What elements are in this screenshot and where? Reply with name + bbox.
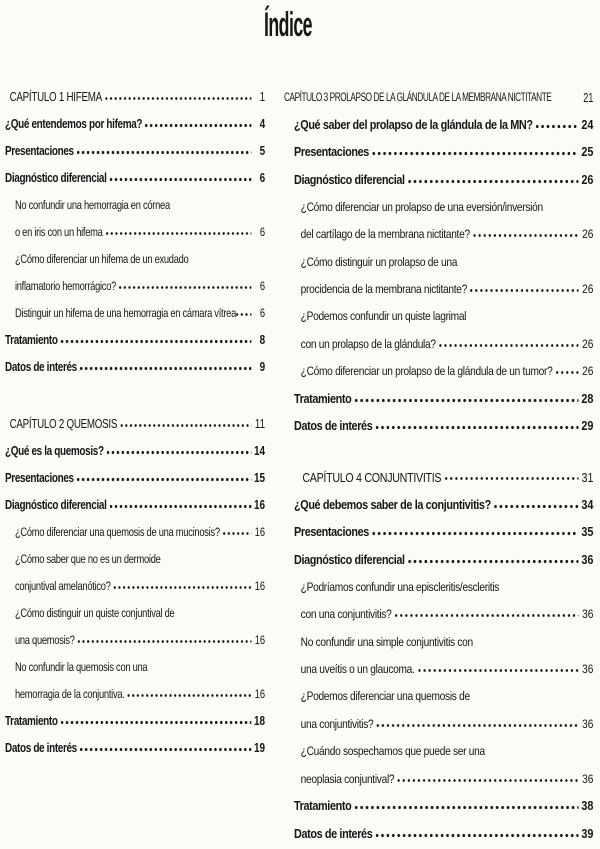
toc-row bbox=[284, 512, 593, 539]
toc-row bbox=[284, 77, 593, 104]
toc-entry-text: una conjuntivitis? bbox=[300, 716, 374, 731]
dot-leader bbox=[445, 476, 579, 481]
toc-row bbox=[284, 269, 593, 296]
page-number: 11 bbox=[254, 416, 266, 431]
toc-row bbox=[5, 404, 265, 431]
page-number: 35 bbox=[581, 524, 594, 540]
toc-row bbox=[5, 239, 265, 266]
toc-entry-text: ¿Podríamos confundir una episcleritis/escleritis bbox=[300, 579, 500, 594]
toc-entry-text: ¿Cómo distinguir un prolapso de una bbox=[300, 254, 458, 269]
toc-entry-text: o en iris con un hifema bbox=[14, 224, 103, 239]
toc-row bbox=[5, 131, 265, 158]
toc-row bbox=[284, 813, 593, 840]
toc-entry-text: Datos de interés bbox=[294, 418, 373, 434]
page-number: 29 bbox=[581, 418, 594, 434]
toc-row bbox=[5, 158, 265, 185]
toc-row bbox=[284, 758, 593, 785]
page-number: 6 bbox=[259, 224, 266, 239]
toc-row bbox=[5, 347, 265, 374]
toc-entry-text: Datos de interés bbox=[5, 358, 77, 374]
page-number: 38 bbox=[581, 798, 594, 814]
toc-row bbox=[284, 731, 593, 758]
toc-entry-text: No confundir la quemosis con una bbox=[14, 659, 148, 674]
toc-entry-text: inflamatorio hemorrágico? bbox=[14, 278, 117, 293]
dot-leader bbox=[105, 96, 251, 101]
toc-entry-text: ¿Cómo saber que no es un dermoide bbox=[14, 551, 161, 566]
page-number: 26 bbox=[582, 336, 594, 351]
toc-entry-text: Tratamiento bbox=[294, 390, 352, 406]
toc-entry-text: Distinguir un hifema de una hemorragia en cámara vítrea bbox=[14, 305, 237, 320]
toc-row bbox=[284, 567, 593, 594]
toc-row bbox=[5, 185, 265, 212]
dot-leader bbox=[128, 693, 252, 698]
page-number: 24 bbox=[581, 116, 594, 132]
toc-entry-text: CAPÍTULO 1 HIFEMA bbox=[9, 89, 102, 104]
toc-entry-text: ¿Podemos confundir un quiste lagrimal bbox=[300, 309, 467, 324]
dot-leader bbox=[355, 398, 579, 403]
dot-leader bbox=[408, 179, 578, 184]
toc-entry-text: Presentaciones bbox=[5, 469, 74, 485]
toc-row bbox=[5, 512, 265, 539]
toc-entry-text: procidencia de la membrana nictitante? bbox=[300, 281, 468, 296]
toc-entry-text: Diagnóstico diferencial bbox=[294, 171, 405, 187]
dot-leader bbox=[470, 288, 578, 293]
dot-leader bbox=[80, 747, 251, 752]
toc-row bbox=[284, 539, 593, 566]
dot-leader bbox=[110, 504, 252, 509]
toc-row bbox=[284, 676, 593, 703]
dot-leader bbox=[556, 370, 579, 375]
toc-entry-text: Diagnóstico diferencial bbox=[5, 496, 107, 512]
toc-row bbox=[284, 457, 593, 484]
page-number: 26 bbox=[582, 227, 594, 242]
toc-row bbox=[284, 104, 593, 131]
toc-entry-text: una uveítis o un glaucoma. bbox=[300, 662, 415, 677]
toc-entry-text: Presentaciones bbox=[294, 524, 369, 540]
dot-leader bbox=[77, 150, 252, 155]
page-number: 26 bbox=[582, 281, 594, 296]
toc-row bbox=[284, 187, 593, 214]
toc-row bbox=[284, 159, 593, 186]
toc-row bbox=[284, 649, 593, 676]
toc-entry-text: Diagnóstico diferencial bbox=[294, 551, 405, 567]
toc-entry-text: hemorragia de la conjuntiva. bbox=[14, 686, 125, 701]
dot-leader bbox=[78, 639, 252, 644]
dot-leader bbox=[473, 233, 578, 238]
toc-row bbox=[5, 647, 265, 674]
toc-row bbox=[5, 728, 265, 755]
page-number: 16 bbox=[254, 524, 266, 539]
toc-entry-text: ¿Podemos diferenciar una quemosis de bbox=[300, 689, 470, 704]
toc-entry-text: ¿Cómo diferenciar un hifema de un exudado bbox=[14, 251, 189, 266]
page-number: 6 bbox=[259, 278, 266, 293]
dot-leader bbox=[395, 613, 579, 618]
dot-leader bbox=[223, 531, 252, 536]
page-number: 31 bbox=[581, 469, 594, 485]
toc-row bbox=[5, 485, 265, 512]
dot-leader bbox=[377, 723, 579, 728]
toc-row bbox=[284, 351, 593, 378]
toc-entry-text: Tratamiento bbox=[294, 798, 352, 814]
toc-entry-text: No confundir una simple conjuntivitis con bbox=[300, 634, 473, 649]
toc-entry-text: ¿Cómo diferenciar un prolapso de la glándula de un tumor? bbox=[300, 364, 553, 379]
dot-leader bbox=[376, 425, 579, 430]
toc-entry-text: ¿Cuándo sospechamos que puede ser una bbox=[300, 744, 485, 759]
toc-entry-text: ¿Cómo diferenciar un prolapso de una eversión/inversión bbox=[300, 199, 543, 214]
toc-entry-text: No confundir una hemorragia en córnea bbox=[14, 197, 170, 212]
toc-column-right bbox=[284, 77, 593, 841]
toc-entry-text: ¿Qué debemos saber de la conjuntivitis? bbox=[294, 496, 491, 512]
dot-leader bbox=[61, 720, 252, 725]
page-number: 9 bbox=[259, 358, 266, 374]
toc-row bbox=[5, 458, 265, 485]
page-number: 16 bbox=[254, 686, 266, 701]
toc-row bbox=[284, 484, 593, 511]
dot-leader bbox=[110, 177, 252, 182]
dot-leader bbox=[372, 151, 578, 156]
toc-entry-text: CAPÍTULO 2 QUEMOSIS bbox=[9, 416, 118, 431]
dot-leader bbox=[398, 778, 579, 783]
toc-entry-text: Presentaciones bbox=[5, 142, 74, 158]
page-number: 6 bbox=[259, 305, 266, 320]
toc-column-left bbox=[5, 77, 265, 755]
toc-row bbox=[284, 132, 593, 159]
toc-row bbox=[5, 104, 265, 131]
toc-entry-text: Tratamiento bbox=[5, 331, 58, 347]
dot-leader bbox=[145, 123, 251, 128]
page-number: 36 bbox=[582, 716, 594, 731]
page-number: 5 bbox=[259, 142, 266, 158]
toc-entry-text: ¿Qué es la quemosis? bbox=[5, 442, 104, 458]
dot-leader bbox=[119, 285, 251, 290]
page-title: Índice bbox=[264, 6, 312, 44]
toc-row bbox=[5, 593, 265, 620]
toc-entry-text: ¿Cómo diferenciar una quemosis de una mucinosis? bbox=[14, 524, 220, 539]
page-number: 16 bbox=[254, 632, 266, 647]
toc-row bbox=[5, 320, 265, 347]
page-number: 4 bbox=[259, 115, 266, 131]
page-number: 15 bbox=[254, 469, 266, 485]
toc-entry-text: ¿Qué saber del prolapso de la glándula de la MN? bbox=[294, 116, 533, 132]
toc-row bbox=[284, 621, 593, 648]
dot-leader bbox=[80, 366, 251, 371]
page-number: 25 bbox=[581, 144, 594, 160]
page-number: 26 bbox=[581, 171, 594, 187]
dot-leader bbox=[494, 504, 578, 509]
page-number: 36 bbox=[582, 607, 594, 622]
toc-row bbox=[5, 620, 265, 647]
toc-entry-text: Datos de interés bbox=[5, 739, 77, 755]
toc-entry-text: CAPÍTULO 4 CONJUNTIVITIS bbox=[302, 469, 442, 485]
dot-leader bbox=[120, 423, 251, 428]
toc-entry-text: del cartílago de la membrana nictitante? bbox=[300, 227, 470, 242]
page-number: 39 bbox=[581, 825, 594, 841]
toc-row bbox=[284, 786, 593, 813]
dot-leader bbox=[77, 477, 252, 482]
toc-entry-text: ¿Cómo distinguir un quiste conjuntival de bbox=[14, 605, 175, 620]
toc-row bbox=[5, 539, 265, 566]
toc-entry-text: CAPÍTULO 3 PROLAPSO DE LA GLÁNDULA DE LA MEMBRANA NICTITANTE bbox=[284, 91, 552, 104]
page-number: 14 bbox=[254, 442, 266, 458]
toc-row bbox=[284, 241, 593, 268]
toc-row bbox=[284, 378, 593, 405]
dot-leader bbox=[554, 96, 580, 101]
dot-leader bbox=[107, 450, 252, 455]
dot-leader bbox=[355, 805, 579, 810]
page-number: 8 bbox=[259, 331, 266, 347]
page-number: 6 bbox=[259, 169, 266, 185]
toc-entry-text: Presentaciones bbox=[294, 144, 369, 160]
toc-row bbox=[284, 214, 593, 241]
toc-row bbox=[284, 324, 593, 351]
toc-row bbox=[5, 293, 265, 320]
dot-leader bbox=[408, 559, 578, 564]
dot-leader bbox=[418, 668, 578, 673]
toc-row bbox=[284, 296, 593, 323]
page-number: 36 bbox=[582, 771, 594, 786]
toc-row bbox=[284, 406, 593, 433]
toc-entry-text: Diagnóstico diferencial bbox=[5, 169, 107, 185]
page-number: 16 bbox=[254, 496, 266, 512]
toc-entry-text: con una conjuntivitis? bbox=[300, 607, 392, 622]
page-number: 26 bbox=[582, 364, 594, 379]
dot-leader bbox=[372, 531, 578, 536]
dot-leader bbox=[439, 343, 578, 348]
dot-leader bbox=[376, 833, 579, 838]
toc-row bbox=[284, 704, 593, 731]
toc-entry-text: conjuntival amelanótico? bbox=[14, 578, 111, 593]
toc-row bbox=[5, 266, 265, 293]
toc-entry-text: neoplasia conjuntival? bbox=[300, 771, 395, 786]
toc-entry-text: Datos de interés bbox=[294, 825, 373, 841]
page-number: 28 bbox=[581, 390, 594, 406]
page-number: 36 bbox=[581, 551, 594, 567]
page-number: 16 bbox=[254, 578, 266, 593]
dot-leader bbox=[236, 312, 251, 317]
toc-row bbox=[5, 701, 265, 728]
toc-row bbox=[5, 431, 265, 458]
dot-leader bbox=[536, 124, 578, 129]
toc-row bbox=[5, 674, 265, 701]
toc-entry-text: ¿Qué entendemos por hifema? bbox=[5, 115, 143, 131]
toc-entry-text: una quemosis? bbox=[14, 632, 75, 647]
page-number: 34 bbox=[581, 496, 594, 512]
page-number: 19 bbox=[254, 739, 266, 755]
page-number: 21 bbox=[583, 89, 594, 105]
toc-entry-text: Tratamiento bbox=[5, 712, 58, 728]
toc-row bbox=[284, 594, 593, 621]
toc-row bbox=[5, 212, 265, 239]
dot-leader bbox=[61, 339, 252, 344]
dot-leader bbox=[114, 585, 252, 590]
toc-entry-text: con un prolapso de la glándula? bbox=[300, 336, 436, 351]
page-number: 18 bbox=[254, 712, 266, 728]
page-number: 1 bbox=[259, 89, 266, 104]
toc-row bbox=[5, 77, 265, 104]
dot-leader bbox=[106, 231, 252, 236]
toc-row bbox=[5, 566, 265, 593]
page-number: 36 bbox=[582, 662, 594, 677]
